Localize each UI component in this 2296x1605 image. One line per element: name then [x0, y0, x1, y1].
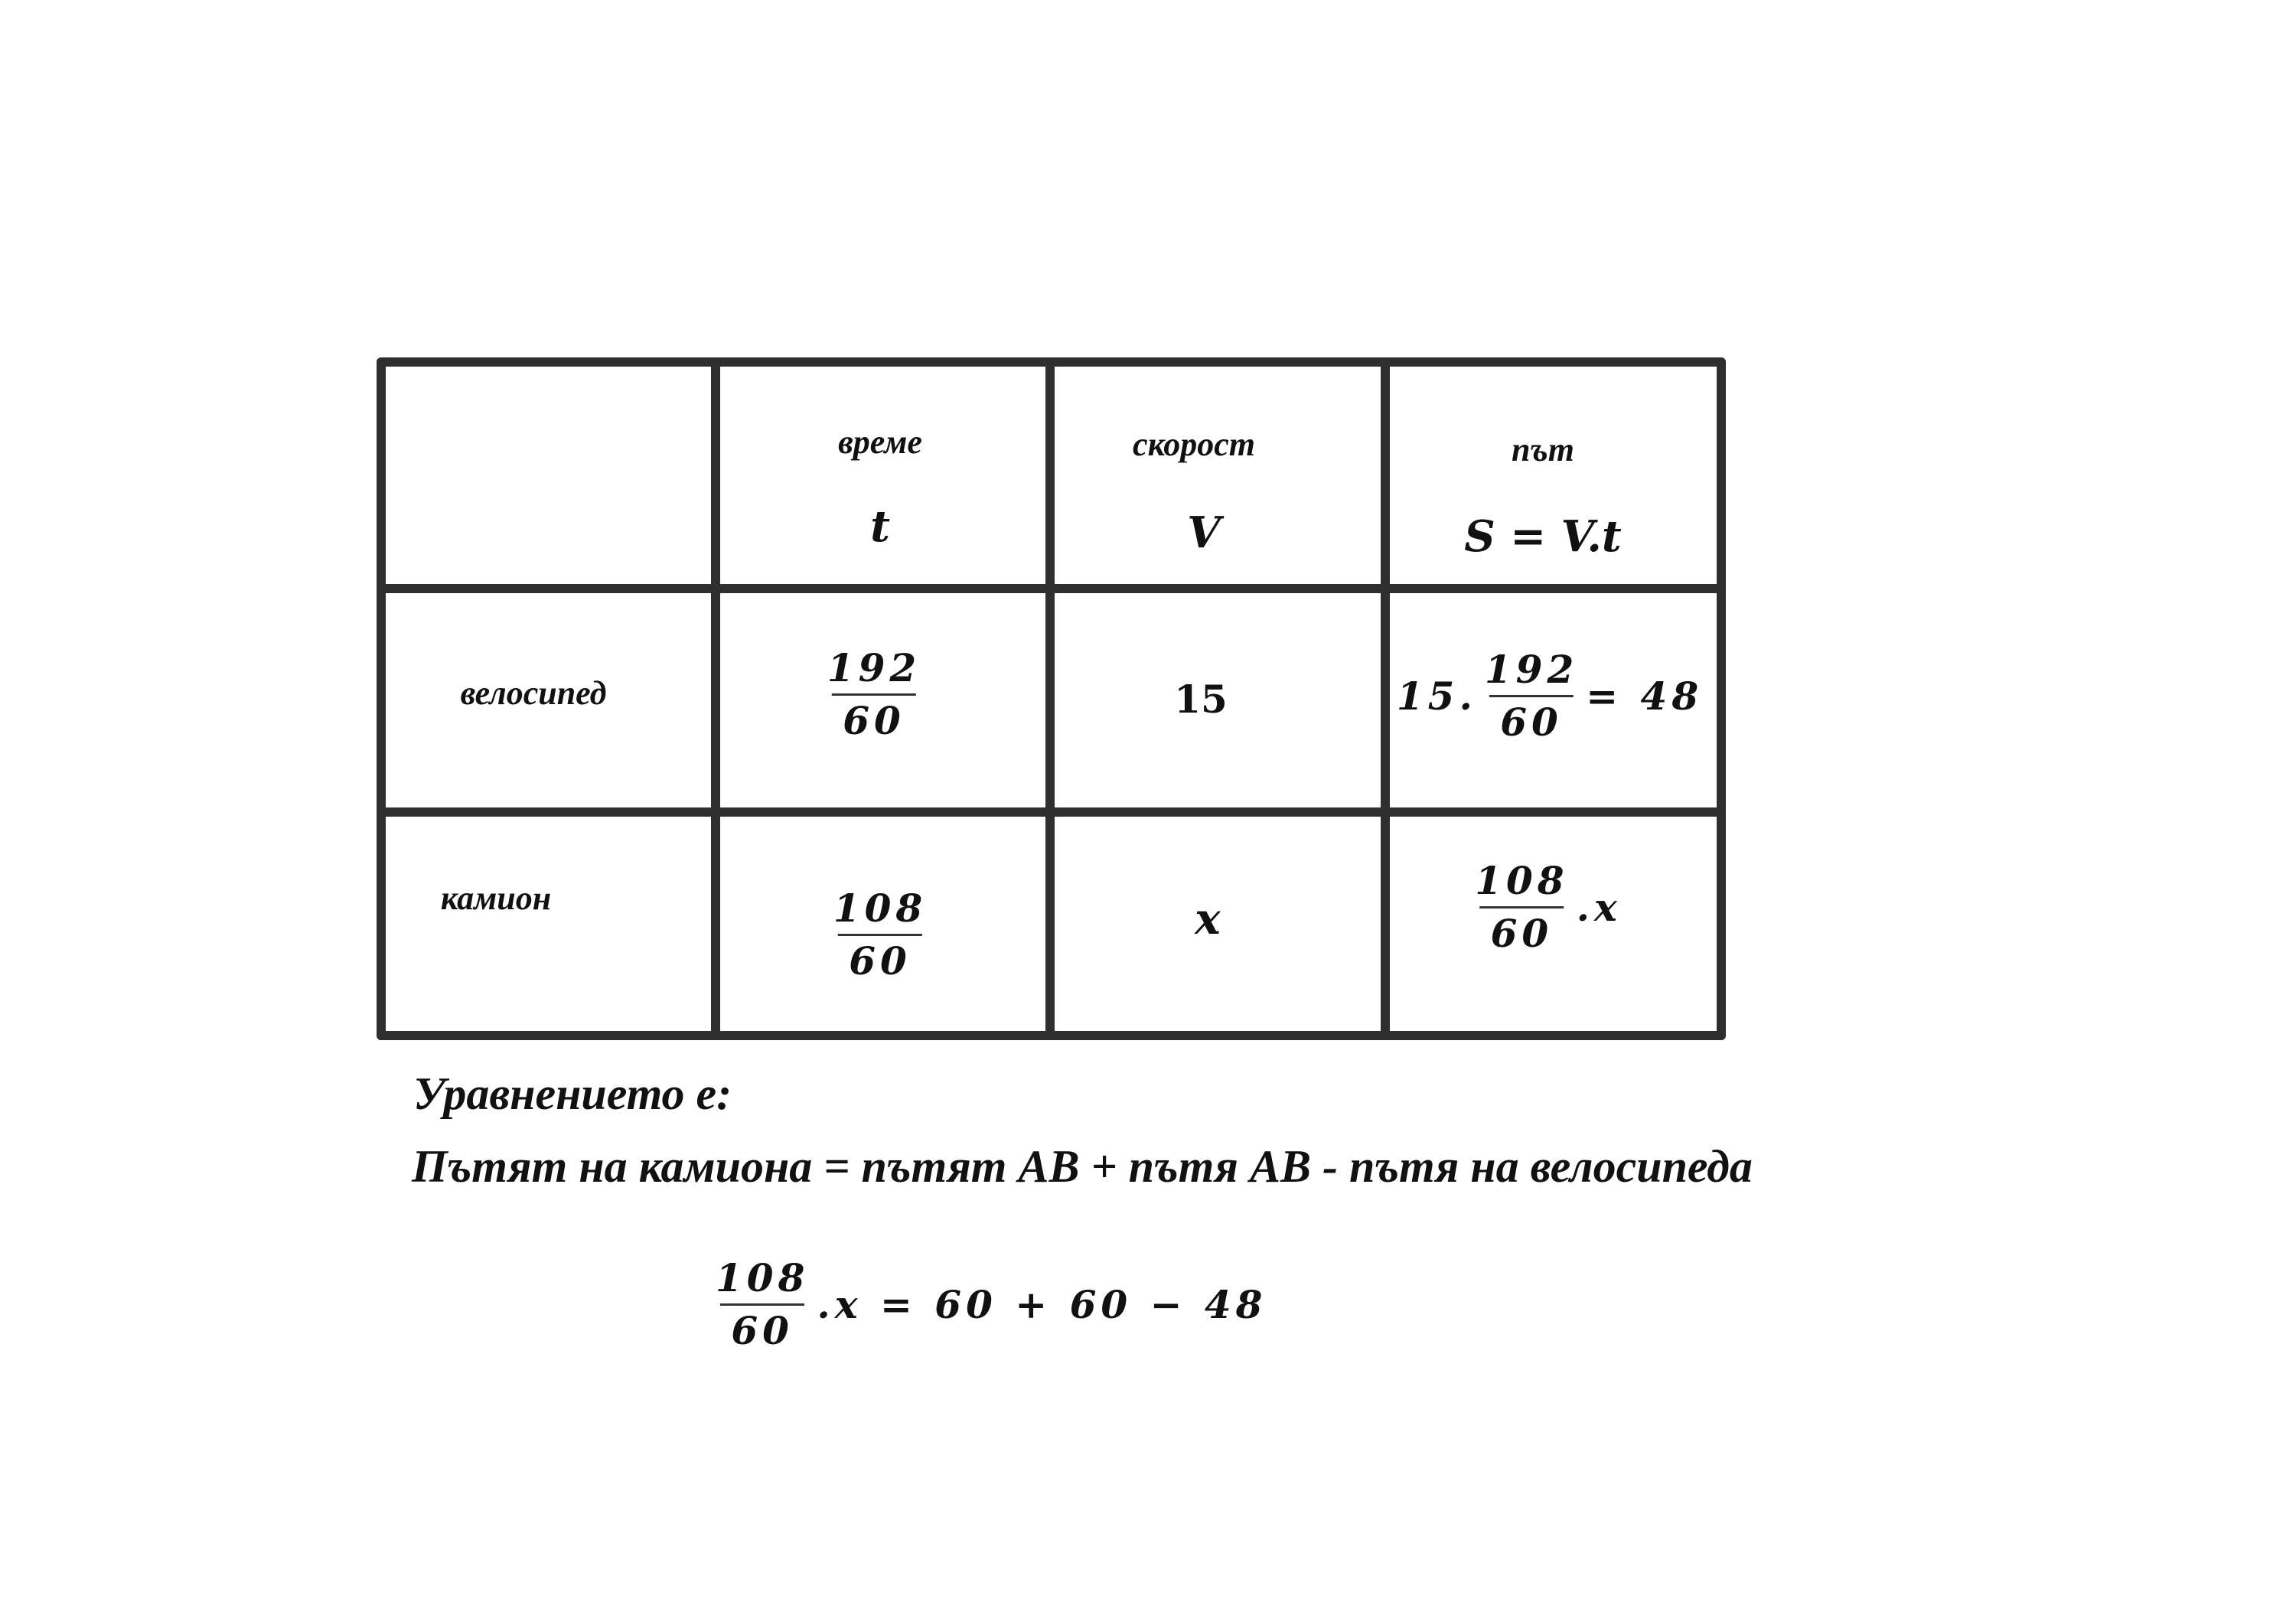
bike-time-denominator: 60 [832, 693, 916, 740]
header-path-word: път [1512, 431, 1574, 468]
equation-title: Уравнението е: [413, 1068, 732, 1119]
truck-label: камион [440, 879, 552, 917]
bike-path-expression [1396, 647, 1704, 745]
header-time-word: време [838, 423, 922, 461]
bike-path-prefix: 15. [1396, 674, 1477, 719]
bike-path-numerator: 192 [1484, 647, 1579, 692]
bike-path-suffix: = 48 [1586, 674, 1704, 719]
bike-speed: 15 [1174, 677, 1228, 722]
final-equation-fraction [716, 1255, 810, 1353]
truck-time-fraction [833, 886, 928, 984]
truck-path-numerator: 108 [1475, 858, 1569, 903]
header-speed-word: скорост [1133, 426, 1255, 463]
bike-time-numerator: 192 [827, 645, 921, 690]
truck-path-expression [1467, 858, 1622, 956]
bike-time-fraction [827, 645, 921, 743]
header-path-formula: S = V.t [1464, 511, 1622, 562]
truck-path-fraction [1475, 858, 1569, 956]
header-speed-symbol: V [1187, 507, 1221, 558]
truck-speed: x [1195, 894, 1221, 944]
truck-path-denominator: 60 [1480, 906, 1564, 953]
final-equation-rest: .x = 60 + 60 − 48 [817, 1282, 1267, 1327]
bike-path-denominator: 60 [1489, 695, 1574, 742]
header-time-symbol: t [870, 501, 890, 552]
final-equation-numerator: 108 [716, 1255, 810, 1300]
final-equation-denominator: 60 [720, 1303, 804, 1350]
equation-in-words: Пътят на камиона = пътят АВ + пътя АВ - пътя на велосипеда [412, 1141, 1753, 1192]
truck-time-numerator: 108 [833, 886, 928, 931]
final-equation [708, 1255, 1267, 1353]
bike-path-fraction [1484, 647, 1579, 745]
truck-path-suffix: .x [1576, 885, 1622, 930]
truck-time-denominator: 60 [838, 934, 922, 980]
bike-label: велосипед [460, 674, 607, 712]
